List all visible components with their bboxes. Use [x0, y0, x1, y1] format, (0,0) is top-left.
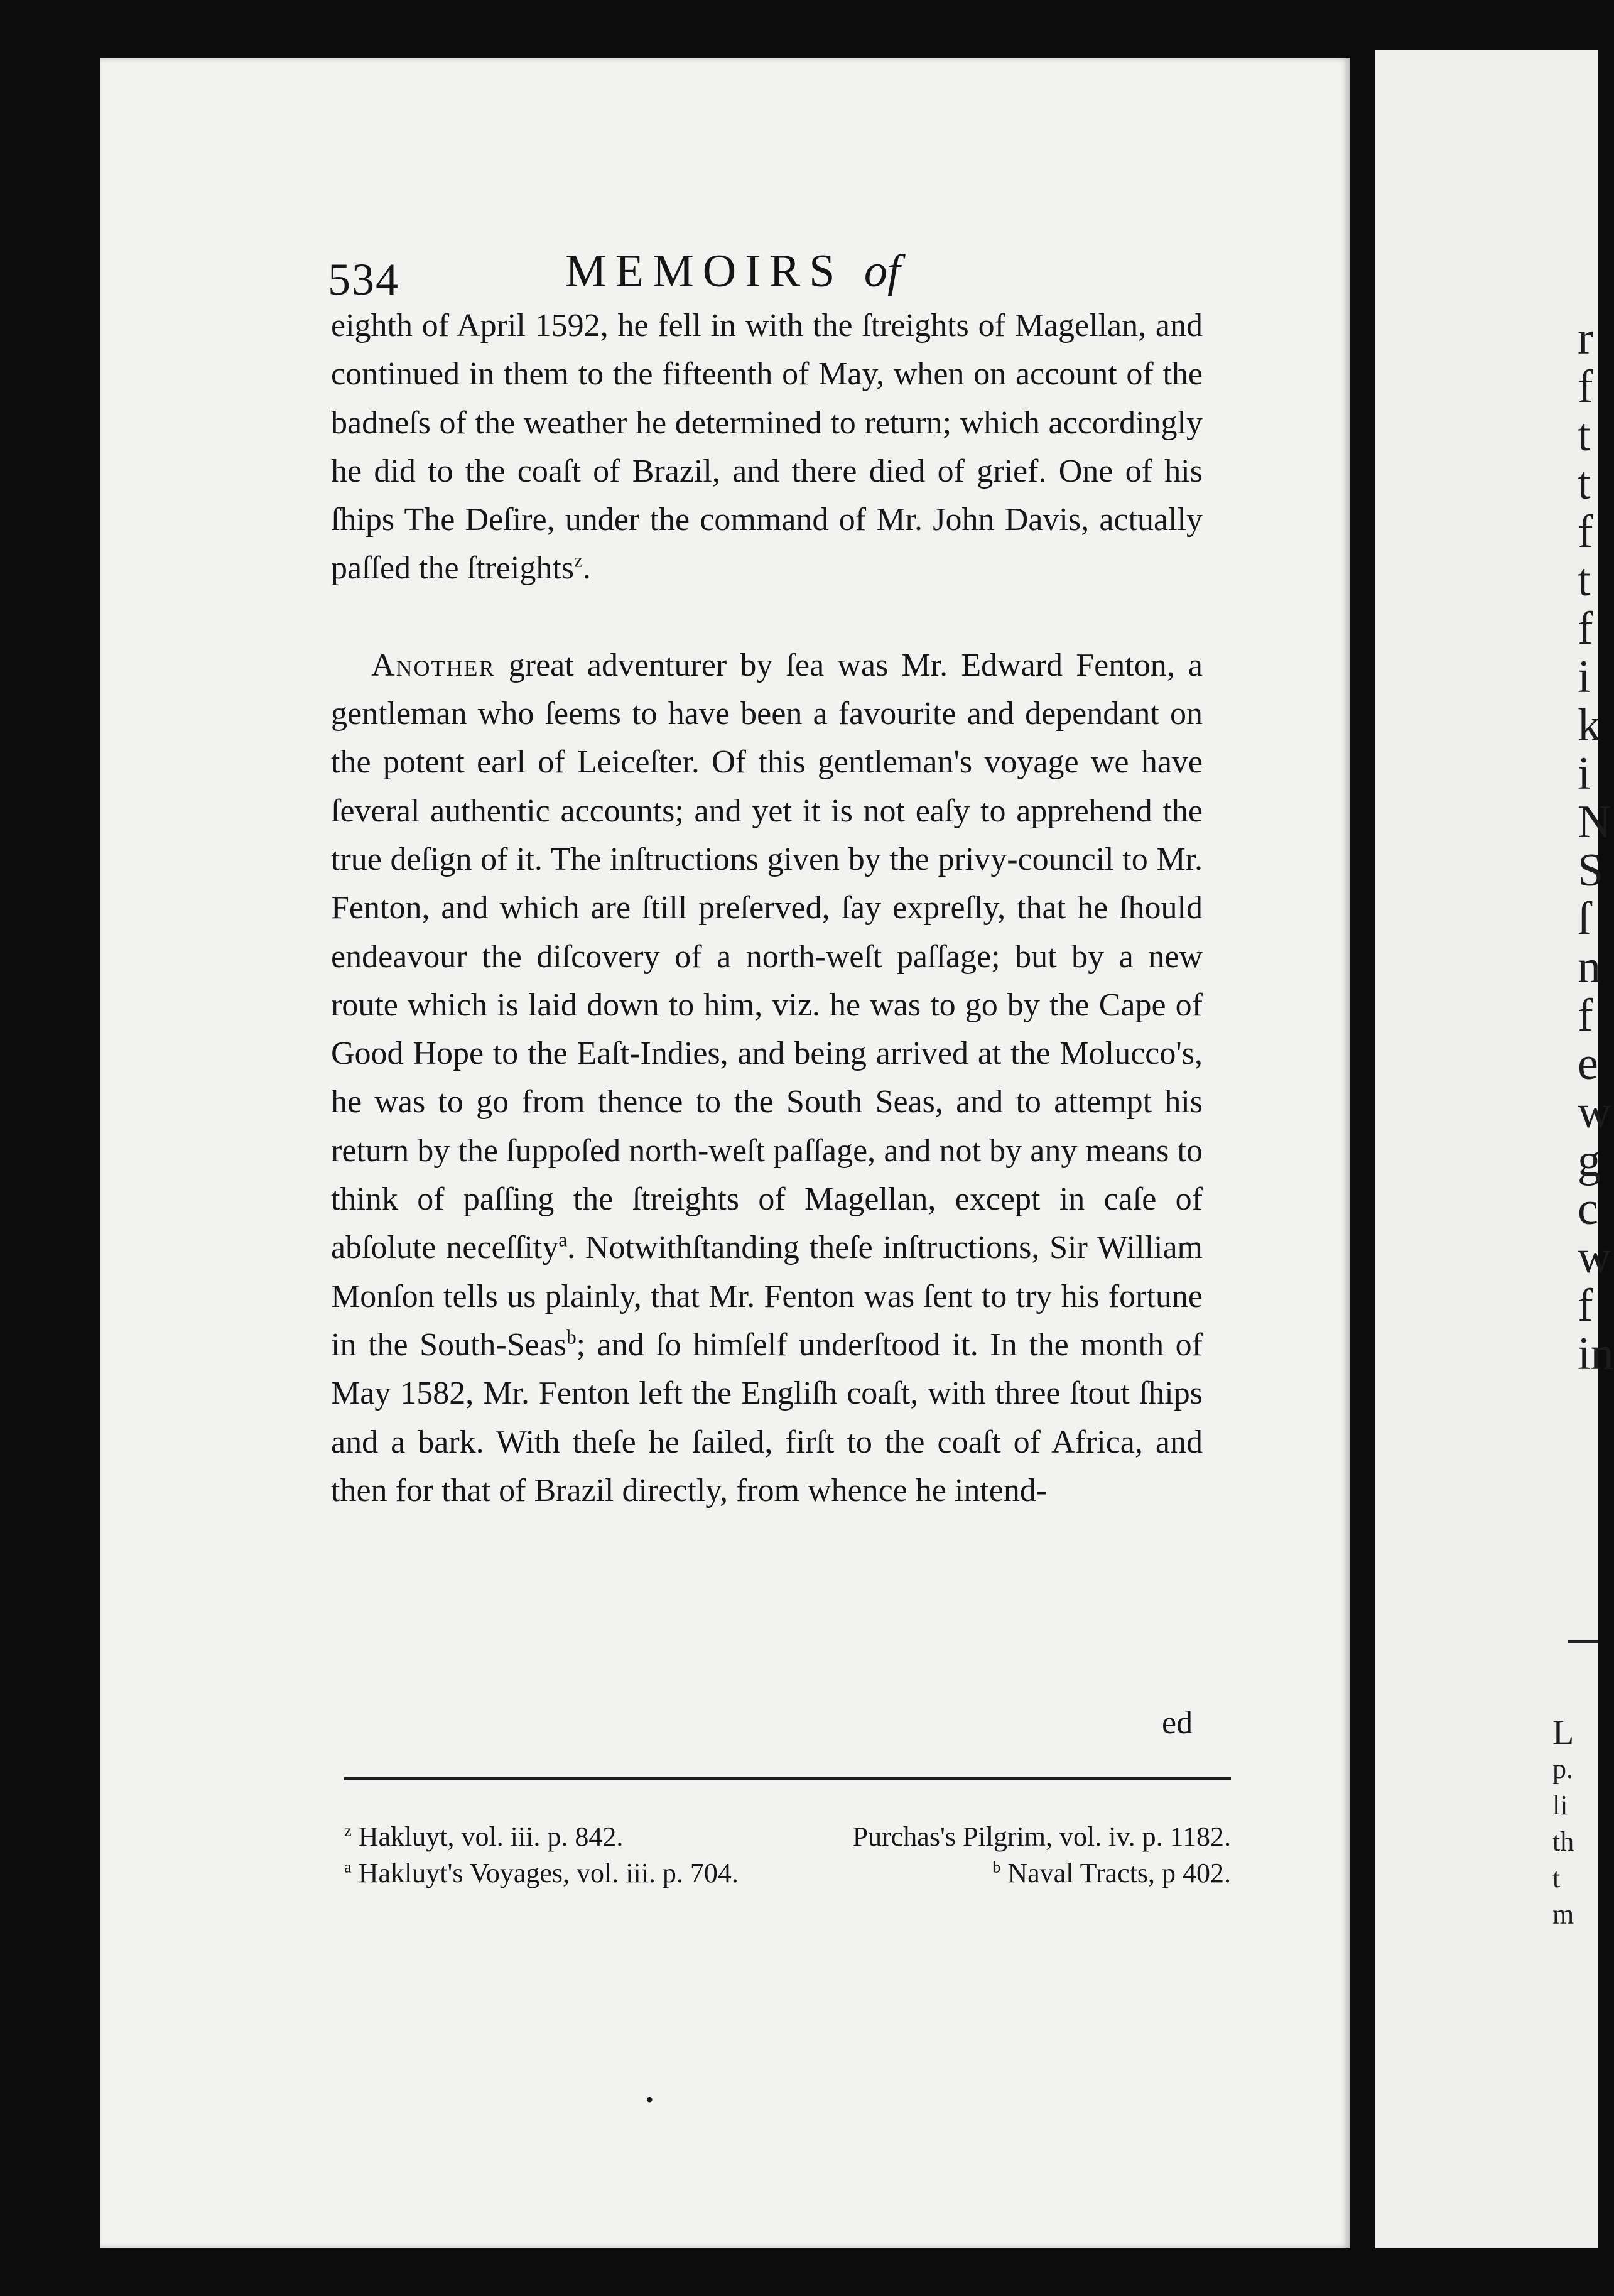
facing-page-fragment: w [1578, 1086, 1611, 1138]
footnote-z [344, 1819, 623, 1855]
facing-page-fragment: c [1578, 1183, 1598, 1235]
facing-page-fragment: f [1578, 361, 1593, 413]
facing-page-fragment: t [1578, 409, 1591, 461]
facing-page-fragment: n [1578, 941, 1601, 993]
paragraph-1-text: eighth of April 1592, he fell in with the ſtreights of Magellan, and continued in them to the fifteenth of May, when on account of the badneſs of the weather he determined to return; which accordingly he did to the coaſt of Brazil, and there died of grief. One of his ſhips The Deſire, under the command of Mr. John Davis, actually paſſed the ſtreights [331, 308, 1203, 587]
facing-page-fragment: f [1578, 990, 1593, 1041]
facing-page-fragment: in [1578, 1328, 1614, 1380]
running-title-main: MEMOIRS [565, 246, 844, 297]
paragraph-2-text-b: . Notwithſtanding theſe inſtructions, Sir William Monſon tells us plainly, that Mr. Fenton was ſent to try his fortune in the South-Seas [331, 1230, 1203, 1363]
facing-footnote-rule [1568, 1640, 1598, 1643]
facing-page-fragment: t [1578, 458, 1591, 509]
paragraph-2-lead: Another [371, 647, 496, 683]
facing-page-fragment: N [1578, 796, 1611, 848]
footnote-b-text: Naval Tracts, p 402. [1007, 1858, 1231, 1888]
facing-page-fragment: r [1578, 313, 1593, 364]
facing-page-fragment: i [1578, 748, 1591, 799]
footnote-a-text: Hakluyt's Voyages, vol. iii. p. 704. [358, 1858, 739, 1888]
paragraph-2-text-c: ; and ſo himſelf underſtood it. In the month of May 1582, Mr. Fenton left the Engliſh coaſt, with three ſtout ſhips and a bark. With theſe he ſailed, firſt to the coaſt of Africa, and then for that of Brazil directly, from whence he intend- [331, 1326, 1203, 1508]
paragraph-1-end: . [582, 550, 591, 587]
catchword: ed [1162, 1705, 1193, 1741]
footnotes [344, 1819, 1231, 1892]
body-text [331, 301, 1203, 1515]
facing-page-fragment: S [1578, 845, 1604, 896]
footnote-z-mark: z [344, 1821, 352, 1840]
facing-page-fragment: f [1578, 1280, 1593, 1331]
note-ref-a: a [558, 1229, 568, 1252]
footnote-a-mark: a [344, 1857, 352, 1876]
facing-page-fragment: f [1578, 506, 1593, 558]
ornament-mark: • [646, 2087, 654, 2112]
facing-footnote-fragment: th [1552, 1826, 1574, 1857]
facing-page-fragment: k [1578, 700, 1601, 751]
facing-footnote-fragment: t [1552, 1863, 1561, 1893]
paragraph-1 [331, 301, 1203, 593]
page-number: 534 [328, 254, 399, 305]
running-title [565, 245, 900, 298]
facing-page-fragment: f [1578, 603, 1593, 654]
note-ref-z: z [574, 550, 583, 572]
facing-footnote-fragment: li [1552, 1790, 1568, 1821]
footnote-b-mark: b [992, 1857, 1001, 1876]
facing-footnote-fragment: p. [1552, 1753, 1573, 1784]
facing-footnote-fragment: L [1552, 1713, 1574, 1752]
paragraph-2-text-a: great adventurer by ſea was Mr. Edward Fenton, a gentleman who ſeems to have been a favourite and dependant on the potent earl of Leiceſter. Of this gentleman's voyage we have ſeveral authentic accounts; and yet it is not eaſy to apprehend the true deſign of it. The inſtructions given by the privy-council to Mr. Fenton, and which are ſtill preſerved, ſay expreſly, that he ſhould endeavour the diſcovery of a north-weſt paſſage; but by a new route which is laid down to him, viz. he was to go by the Cape of Good Hope to the Eaſt-Indies, and being arrived at the Molucco's, he was to go from thence to the South Seas, and to attempt his return by the ſuppoſed north-weſt paſſage, and not by any means to think of paſſing the ſtreights of Magellan, except in caſe of abſolute neceſſity [331, 647, 1203, 1266]
facing-page-fragment: t [1578, 555, 1591, 606]
facing-page-fragment: ſ [1578, 893, 1591, 945]
footnote-rule [344, 1777, 1231, 1780]
footnote-line-ab [344, 1855, 1231, 1892]
footnote-b [992, 1855, 1231, 1892]
facing-footnote-fragment: m [1552, 1899, 1574, 1930]
footnote-line-z [344, 1819, 1231, 1855]
facing-page-fragment: i [1578, 651, 1591, 703]
facing-page-fragment: g [1578, 1135, 1601, 1186]
running-title-suffix: of [864, 246, 901, 297]
footnote-z-text: Hakluyt, vol. iii. p. 842. [358, 1821, 624, 1852]
footnote-a [344, 1855, 739, 1892]
facing-page-fragment: w [1578, 1232, 1611, 1283]
facing-page-fragment: e [1578, 1038, 1598, 1090]
footnote-z-second: Purchas's Pilgrim, vol. iv. p. 1182. [852, 1821, 1231, 1852]
paragraph-2 [331, 641, 1203, 1515]
note-ref-b: b [566, 1326, 577, 1348]
